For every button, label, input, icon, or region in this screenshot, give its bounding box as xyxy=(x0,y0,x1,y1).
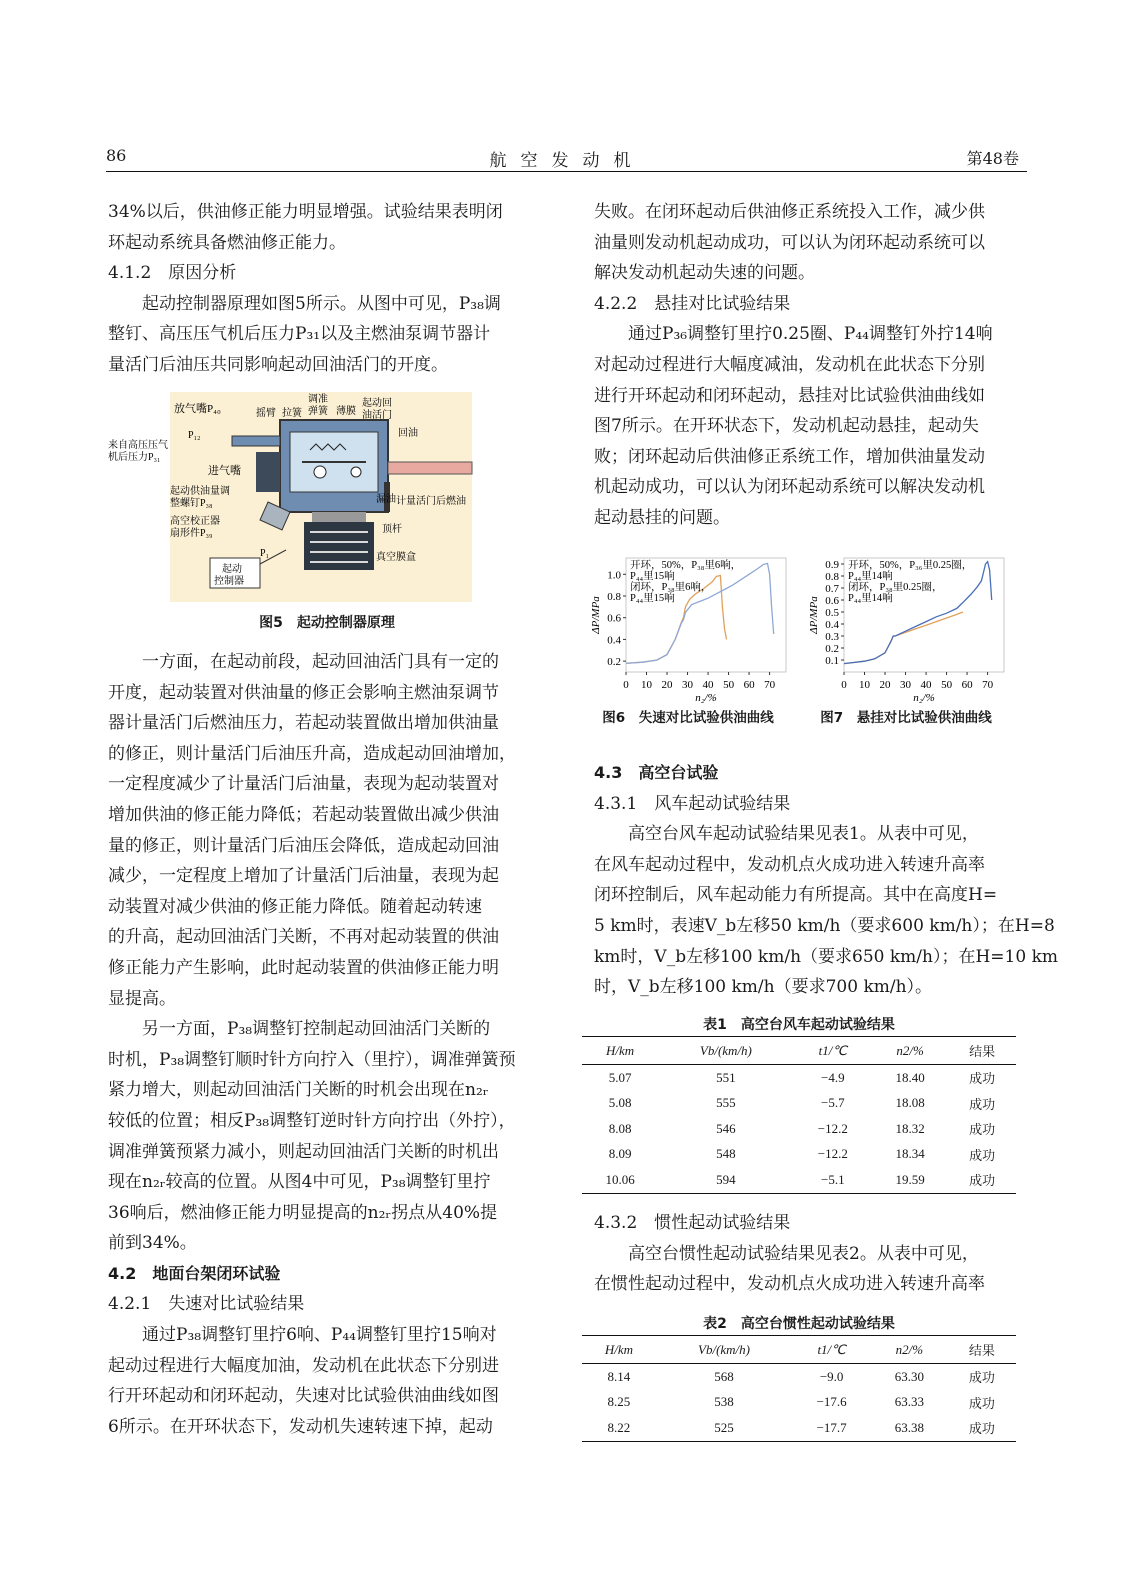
svg-text:来自高压压气: 来自高压压气 xyxy=(108,440,168,451)
svg-text:回油: 回油 xyxy=(398,428,418,439)
svg-text:P₁: P₁ xyxy=(260,548,270,559)
legend-entry: P₄₄里15响 xyxy=(630,593,675,604)
body-line: 紧力增大，则起动回油活门关断的时机会出现在n₂ᵣ xyxy=(108,1080,489,1101)
page-number: 86 xyxy=(106,146,127,165)
section-4-2-2: 4.2.2 悬挂对比试验结果 xyxy=(594,293,791,314)
body-line: 图7所示。在开环状态下，发动机起动悬挂，起动失 xyxy=(594,416,979,437)
x-tick-label: 20 xyxy=(661,679,673,691)
y-tick-label: 0.6 xyxy=(825,595,839,607)
body-line: 修正能力产生影响，此时起动装置的供油修正能力明 xyxy=(108,957,499,978)
body-line: 量的修正，则计量活门后油压会降低，造成起动回油 xyxy=(108,835,499,856)
section-4-2-1: 4.2.1 失速对比试验结果 xyxy=(108,1294,305,1315)
svg-text:漏油: 漏油 xyxy=(376,494,396,505)
body-line: 整钉、高压压气机后压力P₃₁以及主燃油泵调节器计 xyxy=(108,324,491,345)
label-fangqizui: 放气嘴P₄₀ xyxy=(174,403,221,415)
table-row: 8.25 538 −17.6 63.33 成功 xyxy=(607,1394,995,1411)
chart-7 xyxy=(808,558,1004,704)
body-line: 一定程度减少了计量活门后油量，表现为起动装置对 xyxy=(108,774,499,795)
x-tick-label: 30 xyxy=(900,679,912,691)
svg-text:起动供油量调: 起动供油量调 xyxy=(170,486,230,497)
table-row: 5.07 551 −4.9 18.40 成功 xyxy=(608,1069,996,1087)
y-tick-label: 0.9 xyxy=(825,559,839,571)
controller-schematic xyxy=(108,392,472,602)
right-column-lower xyxy=(594,758,1059,1003)
svg-text:机后压力P₃₁: 机后压力P₃₁ xyxy=(108,452,161,463)
y-axis-label: ΔP/MPa xyxy=(590,596,602,634)
x-tick-label: 50 xyxy=(941,679,953,691)
section-4-1-2: 4.1.2 原因分析 xyxy=(108,263,237,284)
x-tick-label: 70 xyxy=(764,679,776,691)
svg-text:控制器: 控制器 xyxy=(214,576,244,587)
y-tick-label: 0.8 xyxy=(825,571,839,583)
x-tick-label: 0 xyxy=(841,679,847,691)
body-line: 高空台惯性起动试验结果见表2。从表中可见， xyxy=(628,1243,979,1264)
body-line: 通过P₃₈调整钉里拧6响、P₄₄调整钉里拧15响对 xyxy=(142,1325,497,1346)
body-line: 增加供油的修正能力降低；若起动装置做出减少供油 xyxy=(108,804,499,825)
body-line: 减少，一定程度上增加了计量活门后油量，表现为起 xyxy=(108,866,499,887)
table-row: 8.08 546 −12.2 18.32 成功 xyxy=(608,1120,996,1138)
left-column xyxy=(108,197,546,381)
svg-text:进气嘴: 进气嘴 xyxy=(208,465,241,477)
table-header: 结果 xyxy=(948,1336,1016,1364)
section-4-3-2: 4.3.2 惯性起动试验结果 xyxy=(594,1213,791,1233)
svg-text:顶杆: 顶杆 xyxy=(382,524,402,535)
table-header: Vb/(km/h) xyxy=(656,1336,792,1364)
y-tick-label: 0.2 xyxy=(607,656,621,669)
body-line: 环起动系统具备燃油修正能力。 xyxy=(108,232,346,253)
body-line: 败；闭环起动后供油修正系统工作，增加供油量发动 xyxy=(594,446,985,467)
body-line: 6所示。在开环状态下，发动机失速转速下掉，起动 xyxy=(108,1416,493,1437)
body-line: 开度，起动装置对供油量的修正会影响主燃油泵调节 xyxy=(108,682,499,703)
body-line: 油量则发动机起动成功，可以认为闭环起动系统可以 xyxy=(594,232,985,253)
legend-entry: 闭环，P₃₈里0.25圈， xyxy=(848,582,943,593)
y-tick-label: 0.4 xyxy=(607,634,621,647)
body-line: 在惯性起动过程中，发动机点火成功进入转速升高率 xyxy=(594,1274,985,1295)
table-row: 10.06 594 −5.1 19.59 成功 xyxy=(582,1167,1016,1193)
body-line: 高空台风车起动试验结果见表1。从表中可见， xyxy=(628,824,979,845)
svg-text:计量活门后燃油: 计量活门后燃油 xyxy=(396,496,466,507)
body-line: km时，V_b左移100 km/h（要求650 km/h）；在H=10 km xyxy=(594,946,1059,967)
body-line: 现在n₂ᵣ较高的位置。从图4中可见，P₃₈调整钉里拧 xyxy=(108,1172,491,1193)
section-4-3: 4.3 高空台试验 xyxy=(594,763,719,782)
svg-text:摇臂: 摇臂 xyxy=(256,408,276,419)
y-tick-label: 0.8 xyxy=(607,591,621,603)
x-tick-label: 70 xyxy=(982,679,994,691)
figure-6-caption: 图6 失速对比试验供油曲线 xyxy=(602,710,774,726)
body-line: 另一方面，P₃₈调整钉控制起动回油活门关断的 xyxy=(142,1019,491,1040)
svg-text:整螺钉P₃₈: 整螺钉P₃₈ xyxy=(170,498,213,509)
x-tick-label: 0 xyxy=(623,679,629,691)
y-tick-label: 1.0 xyxy=(607,569,621,582)
x-tick-label: 40 xyxy=(702,679,714,691)
body-line: 量活门后油压共同影响起动回油活门的开度。 xyxy=(108,354,448,375)
body-line: 进行开环起动和闭环起动，悬挂对比试验供油曲线如 xyxy=(594,385,985,406)
body-line: 一方面，在起动前段，起动回油活门具有一定的 xyxy=(142,652,499,672)
body-line: 起动控制器原理如图5所示。从图中可见，P₃₈调 xyxy=(142,293,501,314)
legend-entry: 闭环，P₃₈里6响， xyxy=(630,582,712,593)
body-line: 前到34%。 xyxy=(108,1233,197,1254)
y-tick-label: 0.4 xyxy=(825,619,839,631)
body-line: 调准弹簧预紧力减小，则起动回油活门关断的时机出 xyxy=(108,1141,499,1162)
svg-text:薄膜: 薄膜 xyxy=(336,406,356,417)
figure-7-caption: 图7 悬挂对比试验供油曲线 xyxy=(820,710,992,726)
left-column-lower xyxy=(108,647,546,1442)
body-line: 34%以后，供油修正能力明显增强。试验结果表明闭 xyxy=(108,202,503,222)
table-header: t1/℃ xyxy=(794,1037,872,1065)
body-line: 动装置对减少供油的修正能力降低。随着起动转速 xyxy=(108,896,482,917)
table-header: H/km xyxy=(582,1037,658,1065)
legend-entry: 开环，50%，P₃₈里6响， xyxy=(630,560,742,571)
volume-label: 第48卷 xyxy=(966,149,1019,168)
body-line: 起动悬挂的问题。 xyxy=(594,507,730,528)
x-tick-label: 60 xyxy=(961,679,973,691)
svg-text:起动回: 起动回 xyxy=(362,398,392,409)
legend-entry: P₄₄里14响 xyxy=(848,571,893,582)
svg-text:真空膜盒: 真空膜盒 xyxy=(376,552,416,563)
svg-text:高空校正器: 高空校正器 xyxy=(170,516,220,527)
body-line: 行开环起动和闭环起动，失速对比试验供油曲线如图 xyxy=(108,1386,499,1407)
x-tick-label: 10 xyxy=(859,679,871,691)
header-rule xyxy=(106,171,1027,172)
table-header: 结果 xyxy=(948,1037,1016,1065)
svg-text:调准: 调准 xyxy=(308,394,328,405)
x-axis-label: n₂/% xyxy=(695,692,717,704)
body-line: 36响后，燃油修正能力明显提高的n₂ᵣ拐点从40%提 xyxy=(108,1202,498,1223)
x-tick-label: 40 xyxy=(920,679,932,691)
right-column xyxy=(594,197,1032,534)
x-tick-label: 10 xyxy=(641,679,653,691)
table-header: H/km xyxy=(582,1336,656,1364)
x-tick-label: 20 xyxy=(879,679,891,691)
body-line: 的升高，起动回油活门关断，不再对起动装置的供油 xyxy=(108,927,499,948)
body-line: 通过P₃₆调整钉里拧0.25圈、P₄₄调整钉外拧14响 xyxy=(628,324,993,345)
table-header: n2/% xyxy=(871,1336,948,1364)
legend-entry: 开环，50%，P₃₆里0.25圈， xyxy=(848,560,973,571)
y-tick-label: 0.6 xyxy=(607,612,621,625)
body-line: 对起动过程进行大幅度减油，发动机在此状态下分别 xyxy=(594,354,985,375)
table-1 xyxy=(582,1036,1016,1194)
legend-entry: P₄₄里14响 xyxy=(848,593,893,604)
body-line: 器计量活门后燃油压力，若起动装置做出增加供油量 xyxy=(108,713,499,734)
y-tick-label: 0.5 xyxy=(825,607,839,619)
table-2 xyxy=(582,1335,1016,1442)
x-axis-label: n₂/% xyxy=(913,692,935,704)
table-header: Vb/(km/h) xyxy=(658,1037,793,1065)
table-row: 8.14 568 −9.0 63.30 成功 xyxy=(607,1368,995,1386)
table-1-caption: 表1 高空台风车起动试验结果 xyxy=(703,1017,895,1033)
y-tick-label: 0.7 xyxy=(825,583,839,595)
legend-entry: P₄₄里15响 xyxy=(630,571,675,582)
table-2-caption: 表2 高空台惯性起动试验结果 xyxy=(703,1316,895,1332)
svg-text:P₁₂: P₁₂ xyxy=(188,430,201,441)
table-row: 8.09 548 −12.2 18.34 成功 xyxy=(608,1146,996,1163)
figure-5-caption: 图5 起动控制器原理 xyxy=(259,615,395,631)
svg-text:拉簧: 拉簧 xyxy=(282,408,302,419)
charts-6-7 xyxy=(586,550,1006,704)
body-line: 解决发动机起动失速的问题。 xyxy=(594,263,815,284)
svg-text:油活门: 油活门 xyxy=(362,410,392,421)
svg-text:弹簧: 弹簧 xyxy=(308,406,328,417)
body-line: 时机，P₃₈调整钉顺时针方向拧入（里拧），调准弹簧预 xyxy=(108,1049,516,1070)
body-line: 的修正，则计量活门后油压升高，造成起动回油增加， xyxy=(108,743,516,764)
y-tick-label: 0.3 xyxy=(825,631,839,643)
section-4-3-1: 4.3.1 风车起动试验结果 xyxy=(594,793,791,814)
body-line: 失败。在闭环起动后供油修正系统投入工作，减少供 xyxy=(594,202,985,222)
table-header: t1/℃ xyxy=(792,1336,871,1364)
section-4-2: 4.2 地面台架闭环试验 xyxy=(108,1263,281,1283)
body-line: 5 km时，表速V_b左移50 km/h（要求600 km/h）；在H=8 xyxy=(594,915,1055,936)
y-tick-label: 0.2 xyxy=(825,643,839,655)
table-header: n2/% xyxy=(872,1037,948,1065)
svg-text:起动: 起动 xyxy=(222,564,242,575)
body-line: 时，V_b左移100 km/h（要求700 km/h）。 xyxy=(594,977,933,998)
right-column-bottom xyxy=(594,1208,1032,1300)
body-line: 闭环控制后，风车起动能力有所提高。其中在高度H= xyxy=(594,885,998,906)
body-line: 起动过程进行大幅度加油，发动机在此状态下分别进 xyxy=(108,1355,499,1376)
y-tick-label: 0.1 xyxy=(825,655,839,667)
body-line: 较低的位置；相反P₃₈调整钉逆时针方向拧出（外拧）， xyxy=(108,1110,516,1131)
body-line: 机起动成功，可以认为闭环起动系统可以解决发动机 xyxy=(594,477,985,498)
svg-text:扇形件P₃₉: 扇形件P₃₉ xyxy=(170,528,213,539)
x-tick-label: 50 xyxy=(723,679,735,691)
body-line: 在风车起动过程中，发动机点火成功进入转速升高率 xyxy=(594,854,985,875)
figure-5 xyxy=(108,392,472,602)
y-axis-label: ΔP/MPa xyxy=(808,596,820,634)
chart-6 xyxy=(590,558,786,704)
journal-title: 航空发动机 xyxy=(489,151,645,171)
table-row: 5.08 555 −5.7 18.08 成功 xyxy=(608,1095,996,1112)
body-line: 显提高。 xyxy=(108,988,176,1009)
x-tick-label: 60 xyxy=(743,679,755,691)
table-row: 8.22 525 −17.7 63.38 成功 xyxy=(582,1415,1016,1441)
x-tick-label: 30 xyxy=(682,679,694,691)
